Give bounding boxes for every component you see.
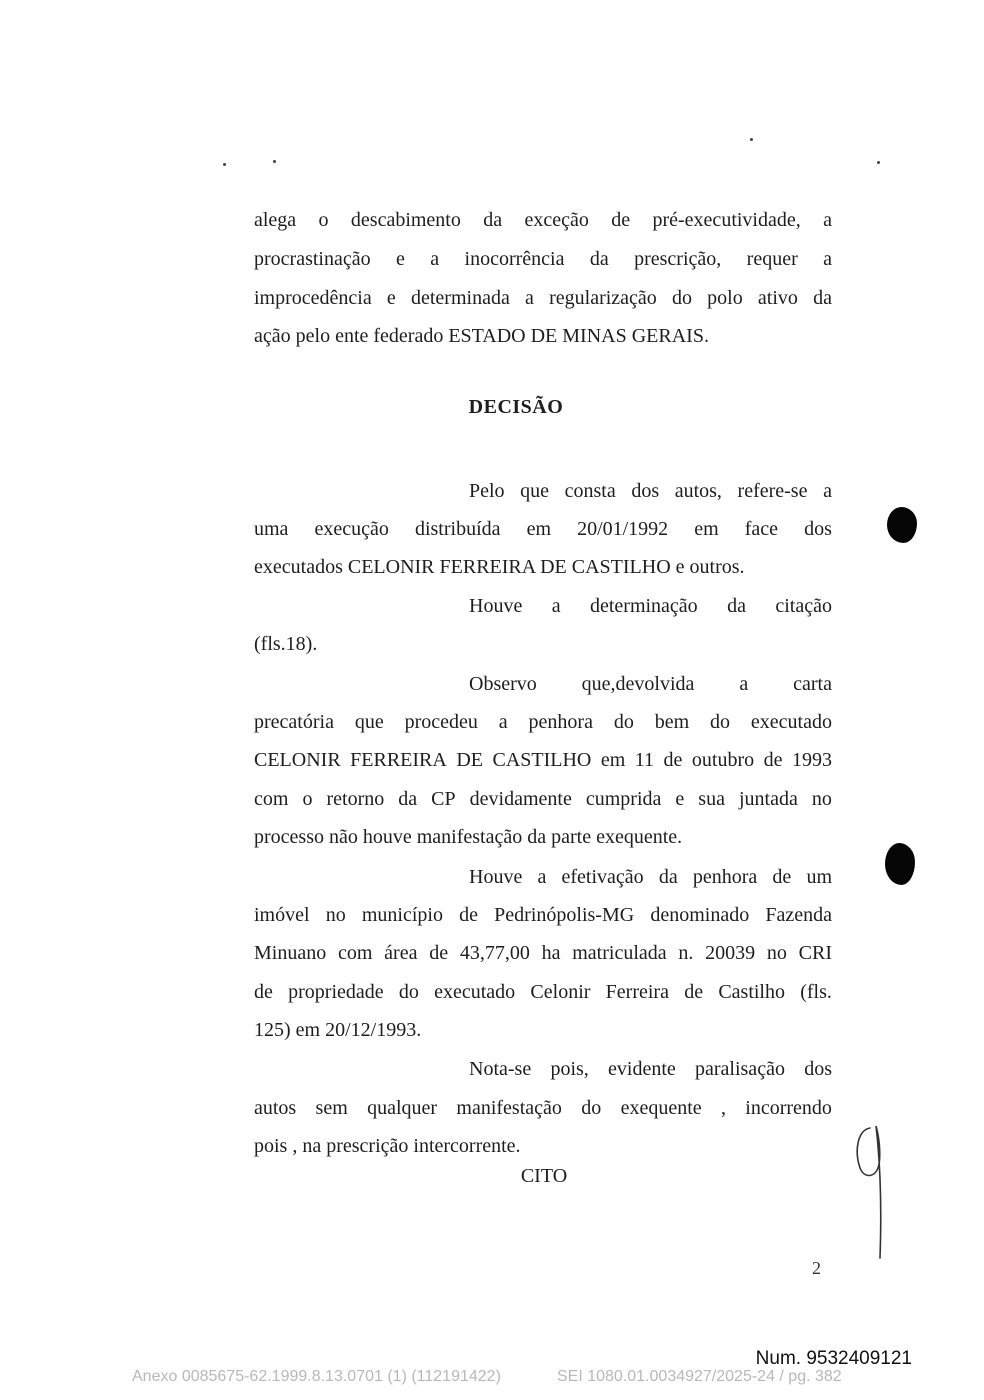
hole-punch-mark <box>887 507 917 543</box>
word: Pelo <box>469 480 505 502</box>
word: processo não houve manifestação da parte exequente. <box>254 826 683 848</box>
paragraph-first-line <box>469 472 832 510</box>
word: pré-executividade, <box>652 209 801 231</box>
word: de <box>254 981 273 1003</box>
word: 20/01/1992 <box>577 518 669 540</box>
word: retorno <box>326 788 385 810</box>
word: exequente <box>620 1097 702 1119</box>
word: da <box>727 595 746 617</box>
word: (fls. <box>800 981 832 1003</box>
paragraph-first-line <box>469 587 832 625</box>
word: a <box>498 711 508 733</box>
word: manifestação <box>456 1097 562 1119</box>
text-line <box>254 317 832 355</box>
word: execução <box>314 518 389 540</box>
word: efetivação <box>561 866 644 888</box>
word: CELONIR <box>254 749 341 771</box>
word: que <box>520 480 550 502</box>
word: de <box>429 942 449 964</box>
word: área <box>384 942 418 964</box>
word: do <box>710 711 731 733</box>
word: em <box>600 749 626 771</box>
footer-annex-reference: Anexo 0085675-62.1999.8.13.0701 (1) (112191422) <box>132 1368 501 1385</box>
handwritten-signature <box>850 1120 890 1265</box>
word: incorrendo <box>745 1097 832 1119</box>
word: a <box>537 866 547 888</box>
word: procrastinação <box>254 248 371 270</box>
word: distribuída <box>414 518 501 540</box>
word: dos <box>804 1058 832 1080</box>
word: consta <box>564 480 616 502</box>
word: qualquer <box>367 1097 438 1119</box>
word: município <box>361 904 443 926</box>
word: do <box>671 287 692 309</box>
scan-speck <box>223 163 226 166</box>
word: CP <box>431 788 456 810</box>
word: precatória <box>254 711 334 733</box>
word: com <box>337 942 373 964</box>
text-line <box>254 896 832 934</box>
text-line <box>254 548 832 586</box>
text-line <box>254 741 832 779</box>
text-line <box>254 1127 832 1165</box>
paragraph-first-line <box>469 665 832 703</box>
text-line <box>254 240 832 278</box>
word: Fazenda <box>765 904 832 926</box>
word: evidente <box>608 1058 676 1080</box>
word: autos, <box>674 480 722 502</box>
text-line <box>254 1011 832 1049</box>
word: regularização <box>549 287 657 309</box>
word: que <box>354 711 384 733</box>
word: da <box>483 209 503 231</box>
word: de <box>611 209 631 231</box>
word: prescrição, <box>634 248 722 270</box>
word: ha <box>541 942 561 964</box>
word: da <box>658 866 678 888</box>
word: bem <box>654 711 690 733</box>
word: a <box>823 209 832 231</box>
word: dos <box>631 480 660 502</box>
word: Ferreira <box>605 981 669 1003</box>
word: Observo <box>469 673 537 695</box>
word: exceção <box>524 209 589 231</box>
word: Nota-se <box>469 1058 532 1080</box>
word: no <box>766 942 787 964</box>
word: do <box>398 981 419 1003</box>
word: a <box>430 248 440 270</box>
text-line <box>254 703 832 741</box>
scan-speck <box>273 160 276 163</box>
word: inocorrência <box>464 248 565 270</box>
word: 125) em 20/12/1993. <box>254 1019 422 1041</box>
word: um <box>806 866 832 888</box>
text-line <box>254 1089 832 1127</box>
hole-punch-mark <box>885 843 915 885</box>
word: juntada <box>738 788 798 810</box>
word: n. <box>678 942 694 964</box>
word: refere-se <box>737 480 808 502</box>
word: (fls.18). <box>254 633 318 655</box>
word: executado <box>434 981 516 1003</box>
word: Castilho <box>718 981 785 1003</box>
word: Celonir <box>530 981 591 1003</box>
word: citação <box>775 595 832 617</box>
word: face <box>744 518 779 540</box>
word: procedeu <box>404 711 478 733</box>
text-line <box>254 510 832 548</box>
word: e <box>675 788 685 810</box>
word: ativo <box>757 287 798 309</box>
word: em <box>694 518 719 540</box>
word: de <box>663 749 683 771</box>
word: , <box>720 1097 726 1119</box>
word: o <box>302 788 313 810</box>
scan-speck <box>877 161 880 164</box>
word: a <box>739 673 749 695</box>
word: paralisação <box>695 1058 785 1080</box>
document-number-stamp: Num. 9532409121 <box>755 1348 912 1369</box>
word: ação pelo ente federado ESTADO DE MINAS GERAIS. <box>254 325 709 347</box>
word: da <box>398 788 418 810</box>
word: FERREIRA <box>350 749 447 771</box>
word: e <box>386 287 396 309</box>
word: no <box>811 788 832 810</box>
word: da <box>813 287 832 309</box>
word: pois , na prescrição intercorrente. <box>254 1135 521 1157</box>
word: de <box>684 981 704 1003</box>
word: de <box>772 866 792 888</box>
text-line <box>254 279 832 317</box>
word: requer <box>746 248 798 270</box>
text-line <box>254 818 832 856</box>
word: e <box>395 248 405 270</box>
word: que,devolvida <box>581 673 695 695</box>
word: 11 <box>634 749 655 771</box>
word: DE <box>456 749 483 771</box>
text-line <box>254 973 832 1011</box>
word: a <box>823 480 832 502</box>
word: 43,77,00 <box>459 942 530 964</box>
word: executado <box>750 711 832 733</box>
word: denominado <box>650 904 750 926</box>
word: carta <box>793 673 832 695</box>
footer-sei-reference: SEI 1080.01.0034927/2025-24 / pg. 382 <box>557 1368 842 1385</box>
closing-word: CITO <box>520 1165 568 1187</box>
word: penhora <box>692 866 758 888</box>
word: penhora <box>528 711 593 733</box>
word: dos <box>804 518 832 540</box>
word: polo <box>707 287 743 309</box>
word: alega <box>254 209 297 231</box>
paragraph-first-line <box>469 1050 832 1088</box>
word: Pedrinópolis-MG <box>494 904 635 926</box>
word: 1993 <box>791 749 832 771</box>
text-line <box>254 625 832 663</box>
word: determinada <box>410 287 510 309</box>
word: improcedência <box>254 287 372 309</box>
word: a <box>823 248 832 270</box>
word: executados CELONIR FERREIRA DE CASTILHO e outros. <box>254 556 745 578</box>
word: de <box>459 904 479 926</box>
word: do <box>581 1097 602 1119</box>
word: determinação <box>589 595 698 617</box>
word: 20039 <box>705 942 756 964</box>
text-line <box>254 780 832 818</box>
word: sem <box>315 1097 348 1119</box>
text-line <box>254 934 832 972</box>
page-number: 2 <box>812 1258 821 1278</box>
word: Houve <box>469 595 523 617</box>
word: matriculada <box>572 942 667 964</box>
word: sua <box>698 788 725 810</box>
word: em <box>526 518 551 540</box>
text-line <box>254 201 832 239</box>
word: o <box>318 209 329 231</box>
word: do <box>613 711 634 733</box>
word: no <box>325 904 346 926</box>
word: de <box>763 749 783 771</box>
word: cumprida <box>585 788 662 810</box>
word: a <box>525 287 534 309</box>
word: CASTILHO <box>492 749 592 771</box>
word: descabimento <box>350 209 461 231</box>
word: autos <box>254 1097 297 1119</box>
word: da <box>589 248 609 270</box>
word: outubro <box>691 749 755 771</box>
word: imóvel <box>254 904 310 926</box>
word: Houve <box>469 866 523 888</box>
word: a <box>551 595 561 617</box>
word: pois, <box>550 1058 589 1080</box>
word: devidamente <box>469 788 572 810</box>
word: Minuano <box>254 942 327 964</box>
scan-speck <box>750 138 753 141</box>
word: propriedade <box>288 981 384 1003</box>
word: com <box>254 788 289 810</box>
word: CRI <box>798 942 832 964</box>
word: uma <box>254 518 289 540</box>
paragraph-first-line <box>469 858 832 896</box>
section-heading: DECISÃO <box>468 396 564 418</box>
